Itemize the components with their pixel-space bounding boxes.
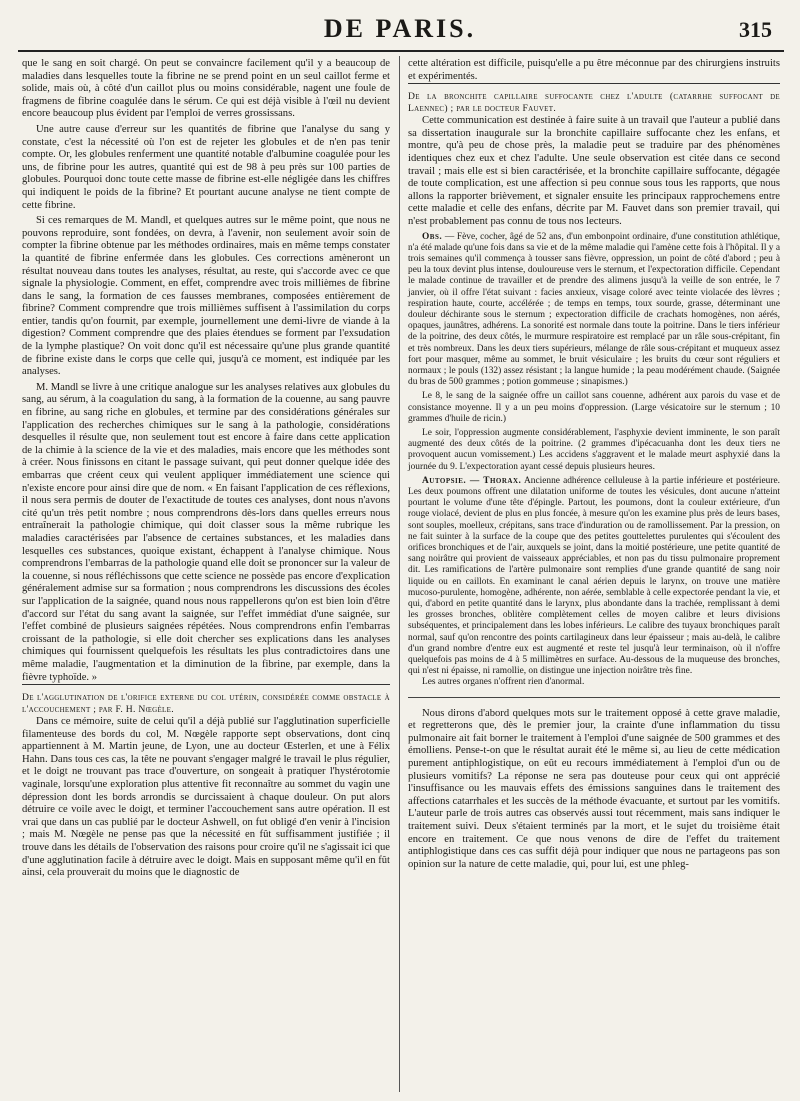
running-title: DE PARIS. — [323, 14, 477, 43]
left-column — [22, 58, 390, 880]
paragraph: Si ces remarques de M. Mandl, et quelques autres sur le même point, que nous ne pouvons reproduire, sont fondées, on devra, à l'avenir, non seulement avoir soin de compter la fibrine obtenue par les méthodes ordinaires, mais en même temps constater la quantité de fibrine enfermée dans les globules. Ces corrections amèneront un résultat nouveau dans toutes les analyses, résultat, au reste, qui s'accorde avec ce que signale la physiologie. Comment, en effet, comprendre avec trois millièmes de fibrine dans le sang, la formation de ces fausses membranes, composées entièrement de fibrine? Comment comprendre que trois millièmes suffisent à l'assimilation du corps entier, tandis qu'on fournit, par exemple, journellement une demi-livre de viande à la digestion? Comment comprendre que des plaies étendues se forment par l'exsudation de la lymphe plastique? On voit donc qu'il est nécessaire qu'une plus grande quantité de fibrine existe dans le corps que celle qui, jusqu'à ce moment, est indiquée par les analyses. — [22, 215, 390, 378]
section-heading: De la bronchite capillaire suffocante chez l'adulte (catarrhe suffocant de Laennec) ; par le docteur Fauvet. — [408, 83, 780, 115]
paragraph: Le soir, l'oppression augmente considérablement, l'asphyxie devient imminente, le son paraît augmenté des deux côtés de la poitrine. (2 grammes d'ipécacuanha dont les deux tiers ne provoquent aucun vomissement.) Les accidens s'aggravent et le malade meurt asphyxié dans la journée du 9. L'expectoration ayant cessé depuis plusieurs heures. — [408, 427, 780, 472]
paragraph: Cette communication est destinée à faire suite à un travail que l'auteur a publié dans sa dissertation inaugurale sur la bronchite capillaire suffocante chez les enfans, et montre, qu'à peu de chose près, la maladie peut se traduire par des phénomènes identiques chez eux et chez l'adulte. Une seule observation est citée dans ce second travail ; mais elle est si bien caractérisée, et la bronchite capillaire suffocante, dégagée de toute complication, est une affection si peu connue sous tous les rapports, que nous allons la rapporter brièvement, et signaler ensuite les principaux rapprochemens entre cette maladie et celle des enfans, décrite par M. Fauvet dans son premier travail, qui n'est probablement pas connu de tous nos lecteurs. — [408, 115, 780, 227]
right-column — [408, 58, 780, 871]
paragraph: Une autre cause d'erreur sur les quantités de fibrine que l'analyse du sang y constate, c'est la nécessité où l'on est de rejeter les globules et de n'en pas tenir compte. Or, les globules renferment une quantité notable d'albumine coagulée pour les uns, de fibrine pour les autres, quantité qui est de 98 à peu près sur 100 parties de globules. Pourquoi donc toute cette masse de fibrine est-elle négligée dans les chiffres qui indiquent le poids de la fibrine? Et pourtant aucune analyse ne tient compte de cette fibrine. — [22, 123, 390, 211]
paragraph: cette altération est difficile, puisqu'elle a pu être méconnue par des chirurgiens instruits et expérimentés. — [408, 58, 780, 82]
autopsy-paragraph — [408, 476, 780, 678]
header-rule — [18, 50, 784, 52]
section-divider — [408, 697, 780, 698]
paragraph: Nous dirons d'abord quelques mots sur le traitement opposé à cette grave maladie, et regretterons que, dès le premier jour, la crainte d'une inflammation du tissu pulmonaire ait fait borner le traitement à l'emploi d'une saignée de 500 grammes et des émolliens. Pense-t-on que le résultat aurait été le même si, au lieu de cette médication purement antiphlogistique, on eût eu recours immédiatement à l'emploi d'un ou de plusieurs vomitifs? La réponse ne sera pas douteuse pour ceux qui ont apprécié l'insuffisance ou les mauvais effets des émissions sanguines dans le traitement des affections catarrhales et les succès de la méthode évacuante, et surtout par les vomitifs. L'auteur parle de trois autres cas observés aussi tout récemment, mais sans indiquer le traitement suivi. Deux s'étaient terminés par la mort, et le sujet du troisième était encore en traitement. Ce que nous venons de dire de l'effet du traitement antiphlogistique dans ces cas suffit déjà pour indiquer que nous ne partageons pas son opinion sur la nature de cette maladie, qui, pour lui, est une phleg- — [408, 707, 780, 870]
paragraph: que le sang en soit chargé. On peut se convaincre facilement qu'il y a beaucoup de maladies dans lesquelles toute la fibrine ne se prend point en un seul caillot ferme et solide, mais où, à côté d'un caillot plus ou moins considérable, nagent une foule de fragmens de fibrine coagulée dans le sérum. Ce qui est déjà visible à l'œil nu devient encore beaucoup plus évident par l'emploi de verres grossissans. — [22, 58, 390, 120]
observation-paragraph — [408, 232, 780, 389]
paragraph: M. Mandl se livre à une critique analogue sur les analyses relatives aux globules du sang, au sérum, à la coagulation du sang, à la formation de la couenne, au sang pauvre en fibrine, au sang riche en globules, et termine par des considérations générales sur l'application des recherches chimiques sur le sang à la pathologie, considérations desquelles il résulte que, non seulement tout est encore à faire dans cette application de la chimie à la science de la vie et des maladies, mais encore que les méthodes sont à créer. Nous finissons en citant le passage suivant, qui peut donner quelque idée des embarras que créent ceux qui veulent appliquer immédiatement une science qui n'existe encore pour ainsi dire que de nom. « En faisant l'application de ces réflexions, il nous sera permis de douter de l'exactitude de toutes ces analyses, dont nous n'avons cité qu'un très petit nombre ; nous comprendrons dès-lors dans quelles erreurs nous entraînerait la pathologie chimique, qui doit classer sous la même rubrique les maladies caractérisées par l'absence de certaines substances, et les maladies dans lesquelles ces substances, quoique existant, échappent à l'analyse chimique. Nous comprendrons l'embarras de la pathologie quand elle doit se prononcer sur la valeur de la couenne, si nous réfléchissons que cette science ne possède pas encore d'explication généralement admise sur sa formation ; nous comprendrons les discussions des écoles sur l'application de la saignée, quand nous nous rappellerons qu'on est bien loin d'être d'accord sur l'état du sang avant la saignée, sur l'effet immédiat d'une saignée, sur l'effet combiné de plusieurs saignées répétées. Nous comprendrons enfin l'embarras croissant de la pathologie, si elle doit chercher ses explications dans les analyses chimiques qui fournissent quelquefois les résultats les plus contradictoires dans une même maladie, l'augmentation et la diminution de la fibrine, par exemple, dans la fièvre typhoïde. » — [22, 381, 390, 683]
autopsy-label: Autopsie. — Thorax. — [422, 475, 522, 486]
page-number: 315 — [739, 17, 772, 42]
section-heading: De l'agglutination de l'orifice externe du col utérin, considérée comme obstacle à l'accouchement ; par F. H. Nœgèle. — [22, 684, 390, 716]
autopsy-text: Ancienne adhérence celluleuse à la partie inférieure et postérieure. Les deux poumons offrent une dilatation uniforme de toutes les vésicules, dont aucune n'atteint pourtant le volume d'une tête d'épingle. Partout, les poumons, dont la couleur extérieure, d'un rouge violacé, devient de plus en plus foncée, à mesure qu'on les examine plus près de leurs bases, sont souples, moelleux, crépitans, sans trace d'induration ou de ramollissement. Par la pression, on ne fait suinter à la surface de la coupe que des petites gouttelettes purulentes qui s'écoulent des orifices bronchiques et de l'air, auxquels se joint, dans la moitié postérieure, une petite quantité de sang noirâtre qui provient de vaisseaux appréciables, et non pas du tissu pulmonaire proprement dit. Les ramifications de l'artère pulmonaire sont remplies d'une grande quantité de sang noir liquide ou en caillots. En examinant le canal aérien depuis le larynx, on trouve une matière mucoso-purulente, homogène, adhérente, non aérée, semblable à celle expectorée pendant la vie, et qui, d'abord en petite quantité dans le larynx, plus abondante dans la trachée, remplissant à demi les grosses bronches, oblitère complètement celles de moyen calibre et leurs divisions subséquentes, et principalement dans les lobes inférieurs. Le calibre des tuyaux bronchiques paraît normal, sauf qu'on rencontre des points cartilagineux dans leur épaisseur ; mais au-delà, le calibre d'un grand nombre d'entre eux est augmenté et reste tel jusqu'à leur terminaison, où il n'offre quelquefois pas moins de 4 à 5 millimètres en surface. Au-dessous de la muqueuse des bronches, qui n'est ni épaisse, ni ramollie, on distingue une injection noirâtre très fine. — [408, 475, 780, 677]
column-divider — [399, 56, 400, 1092]
paragraph: Dans ce mémoire, suite de celui qu'il a déjà publié sur l'agglutination superficielle filamenteuse des bords du col, M. Nœgèle rapporte sept observations, dont cinq appartiennent à M. Martin jeune, de Lyon, une au docteur Œsterlen, et une à Félix Hahn. Dans tous ces cas, la tête ne pouvant s'engager malgré le travail le plus régulier, et le doigt ne trouvant pas trace d'ouverture, on songeait à pratiquer l'hystérotomie vaginale, lorsqu'une exploration plus attentive fit reconnaître au sommet du vagin une dépression dont les bords arrondis se durcissaient à chaque douleur. On put alors détruire ce voile avec le doigt, et terminer l'accouchement sans autre opération. Il est vrai que dans un cas publié par le docteur Ashwell, on fut obligé d'en venir à l'incision ; mais M. Nœgèle ne pense pas que la nécessité en fût suffisamment justifiée ; il trouve dans les détails de l'observation des raisons pour croire qu'il ne s'agissait ici que d'une agglutination facile à détruire avec le doigt. Mais en supposant même qu'il en fût ainsi, cela prouverait du moins que le diagnostic de — [22, 716, 390, 879]
observation-label: Obs. — [422, 231, 443, 242]
observation-text: — Fève, cocher, âgé de 52 ans, d'un embonpoint ordinaire, d'une constitution athlétique, n'a été malade qu'une fois dans sa vie et de la même maladie qui l'amène cette fois à l'hôpital. Il y a trois semaines qu'il commença à tousser sans fièvre, oppression, un point de côté d'abord ; peu à peu la toux devint plus intense, douloureuse vers le sternum, et l'expectoration difficile. Cependant le malade continue de travailler et de prendre des alimens jusqu'à la veille de son entrée, le 7 janvier, où il offre l'état suivant : facies anxieux, visage coloré avec teinte violacée des lèvres ; respiration haute, courte, accélérée ; de temps en temps, toux sourde, grasse, déterminant une douleur déchirante sous le sternum ; expectoration difficile de crachats homogènes, non aérés, opaques, jaunâtres, adhérens. La sonorité est normale dans toute la poitrine. Dans le tiers inférieur de la poitrine, des deux côtés, le murmure respiratoire est remplacé par un râle sous-crépitant, fin et très nombreux. Dans les deux tiers supérieurs, mélange de râle sous-crépitant et muqueux assez fort pour masquer, même au sommet, le bruit vésiculaire ; les bruits du cœur sont réguliers et normaux ; le pouls (132) assez résistant ; la langue humide ; la peau modérément chaude. (Saignée du bras de 500 grammes ; potion gommeuse ; sinapismes.) — [408, 231, 780, 388]
observation-block — [408, 232, 780, 689]
paragraph: Les autres organes n'offrent rien d'anormal. — [422, 677, 585, 688]
paragraph: Le 8, le sang de la saignée offre un caillot sans couenne, adhérent aux parois du vase et de consistance moyenne. Il y a un peu moins d'oppression. (Large vésicatoire sur le sternum ; 10 grammes d'huile de ricin.) — [408, 391, 780, 424]
